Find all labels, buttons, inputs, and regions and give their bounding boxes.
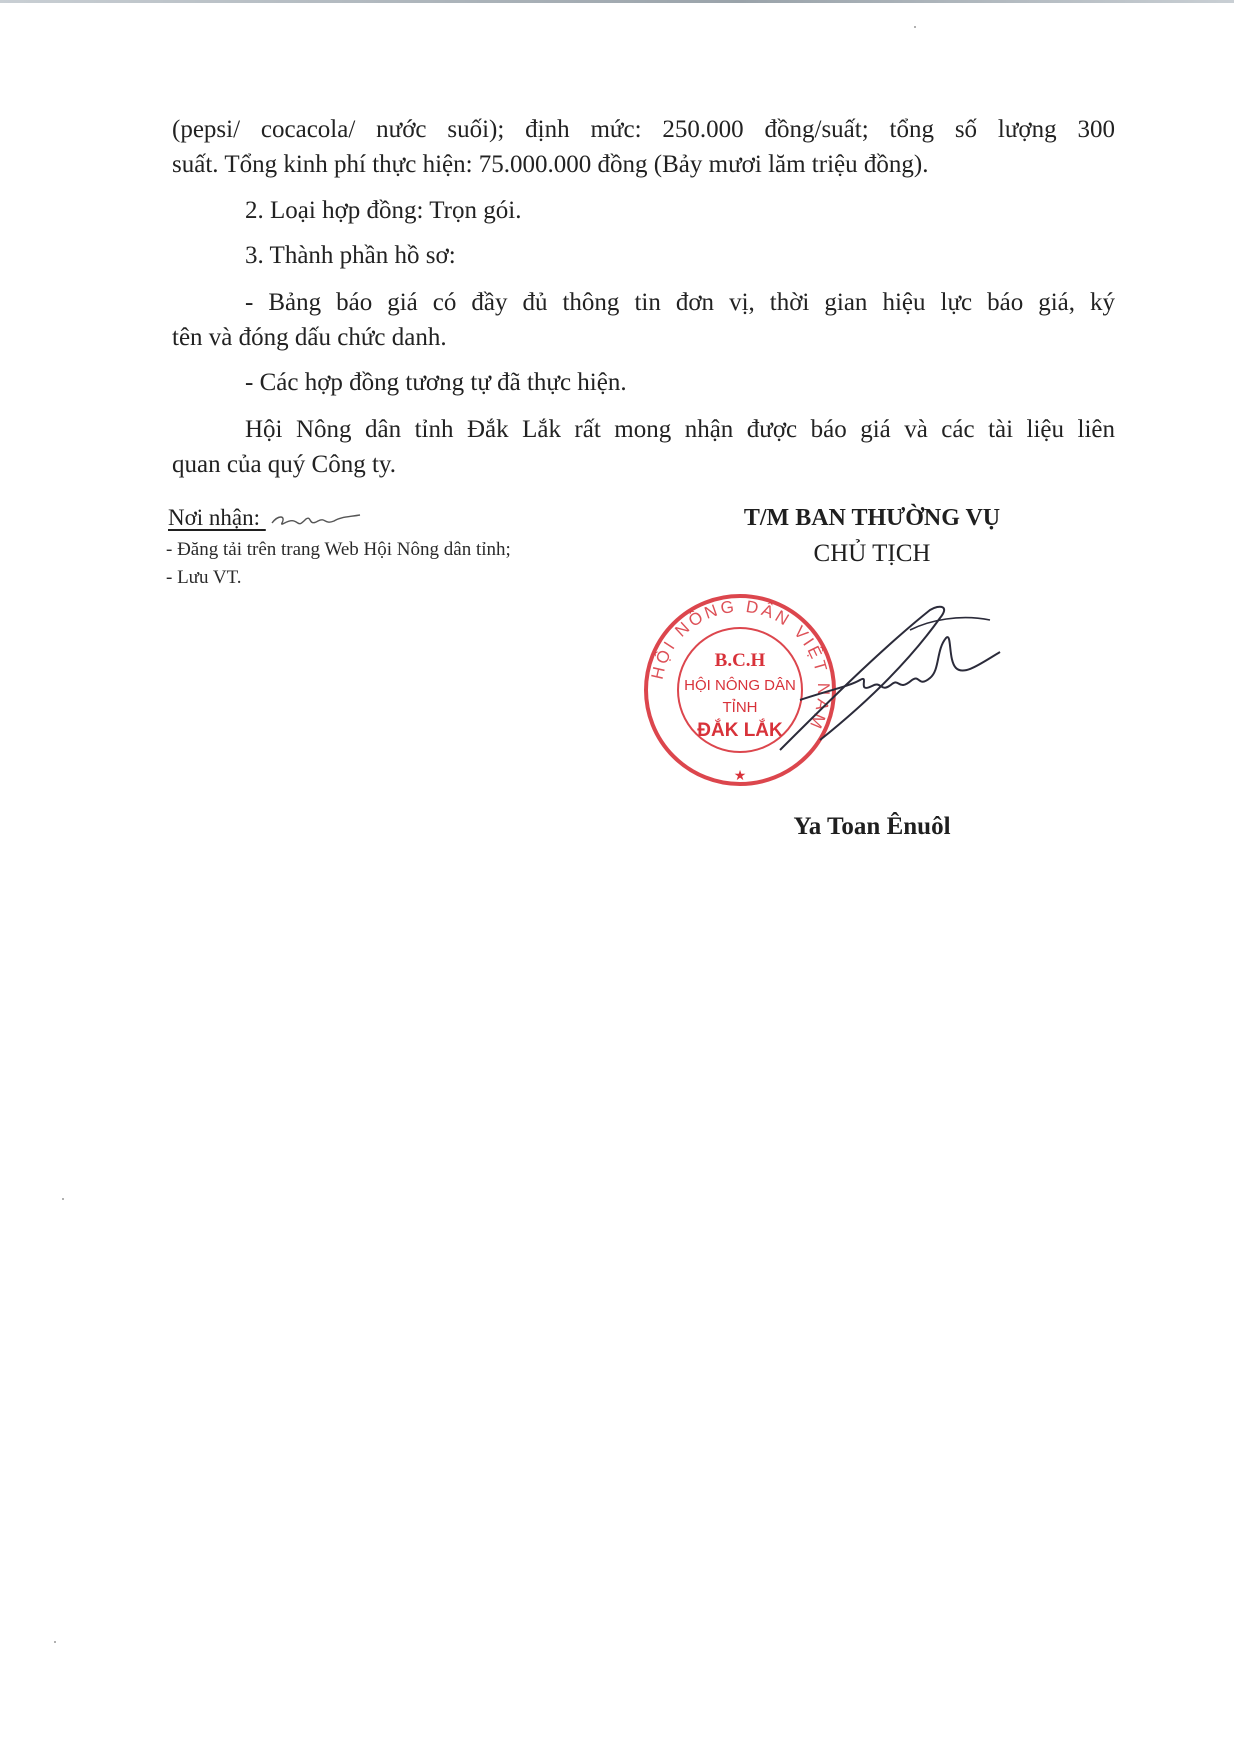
scan-speck [54,1641,56,1643]
signatory-organization: T/M BAN THƯỜNG VỤ [743,505,1001,531]
scan-top-edge [0,0,1234,3]
closing-line-1: Hội Nông dân tỉnh Đắk Lắk rất mong nhận được báo giá và các tài liệu liên [245,416,1115,443]
svg-text:TỈNH: TỈNH [722,699,758,716]
scan-speck [62,1198,64,1200]
bullet-similar-contracts: - Các hợp đồng tương tự đã thực hiện. [245,369,627,396]
handwritten-signature [760,590,1030,780]
dossier-components-item: 3. Thành phần hồ sơ: [245,242,456,269]
recipients-heading-label: Nơi nhận: [168,505,261,530]
recipient-item-web: - Đăng tải trên trang Web Hội Nông dân tỉnh; [166,539,511,560]
contract-type-item: 2. Loại hợp đồng: Trọn gói. [245,197,522,224]
svg-text:B.C.H: B.C.H [714,650,766,671]
recipient-item-archive: - Lưu VT. [166,567,242,588]
signer-name: Ya Toan Ênuôl [793,813,951,840]
svg-text:HỘI NÔNG DÂN: HỘI NÔNG DÂN [684,677,796,694]
paragraph-continued-line-2: suất. Tổng kinh phí thực hiện: 75.000.000 đồng (Bảy mươi lăm triệu đồng). [172,151,929,178]
svg-text:ĐẮK LẮK: ĐẮK LẮK [697,720,783,741]
scan-speck [914,26,916,28]
recipients-heading [168,505,363,533]
signatory-role: CHỦ TỊCH [813,540,931,567]
svg-text:★: ★ [733,768,747,784]
bullet-quotation-line-1: - Bảng báo giá có đầy đủ thông tin đơn vị, thời gian hiệu lực báo giá, ký [245,289,1115,316]
closing-line-2: quan của quý Công ty. [172,451,397,478]
bullet-quotation-line-2: tên và đóng dấu chức danh. [172,324,447,351]
initials-mark-icon [268,507,363,533]
paragraph-continued-line-1: (pepsi/ cocacola/ nước suối); định mức: 250.000 đồng/suất; tổng số lượng 300 [172,116,1115,143]
svg-text:HỘI NÔNG DÂN VIỆT NAM: HỘI NÔNG DÂN VIỆT NAM [647,596,834,734]
